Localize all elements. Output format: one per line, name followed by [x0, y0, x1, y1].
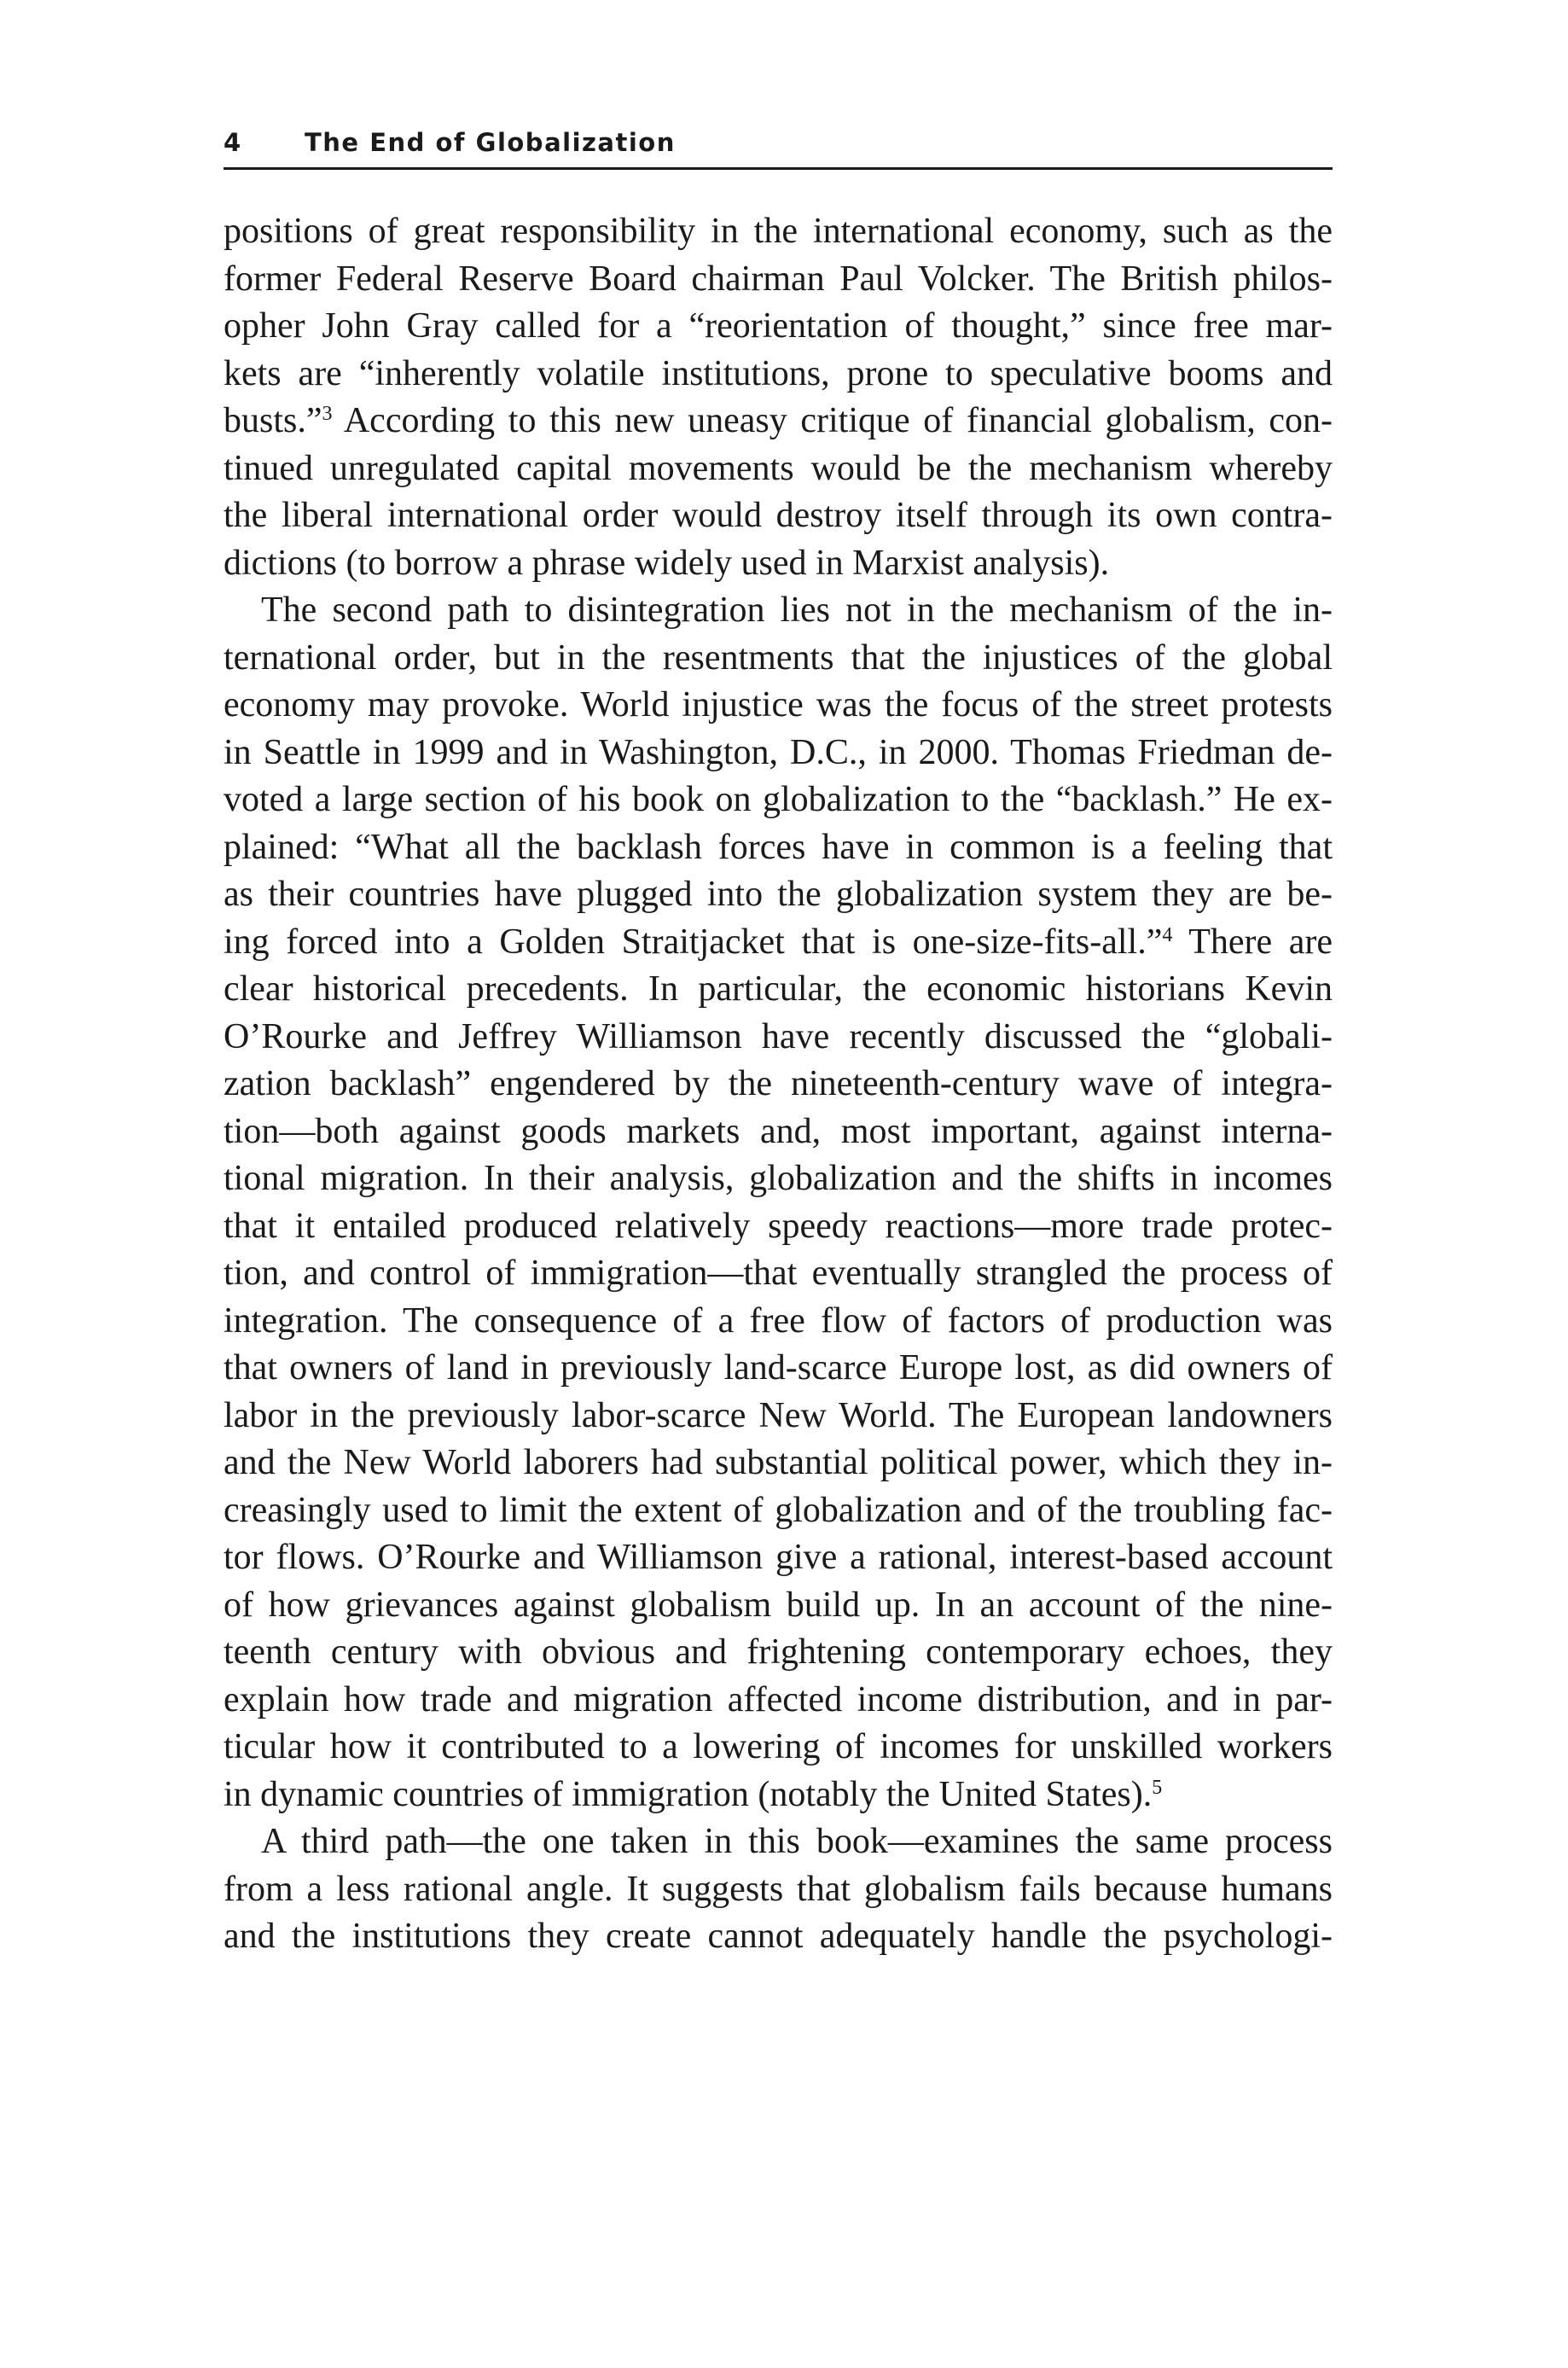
running-header	[224, 128, 1333, 170]
text-line: of how grievances against globalism build up. In an account of the nine-	[224, 1585, 1333, 1625]
text-line	[224, 1772, 1333, 1819]
text-line: A third path—the one taken in this book—examines the same process	[261, 1822, 1333, 1861]
text-segment: There are	[1188, 922, 1333, 962]
text-segment: busts.”	[224, 401, 322, 440]
text-line: opher John Gray called for a “reorientation of thought,” since free mar-	[224, 306, 1333, 346]
text-line: tion, and control of immigration—that eventually strangled the process of	[224, 1254, 1333, 1293]
text-segment: ing forced into a Golden Straitjacket that is one-size-fits-all.”	[224, 922, 1163, 962]
text-line: tion—both against goods markets and, most important, against interna-	[224, 1111, 1333, 1151]
text-line: as their countries have plugged into the globalization system they are be-	[224, 875, 1333, 914]
text-line: voted a large section of his book on globalization to the “backlash.” He ex-	[224, 780, 1333, 819]
text-line	[224, 919, 1333, 967]
text-line: and the institutions they create cannot adequately handle the psychologi-	[224, 1917, 1333, 1956]
text-line: zation backlash” engendered by the nineteenth-century wave of integra-	[224, 1064, 1333, 1103]
footnote-ref-3: 3	[322, 403, 333, 425]
text-line: tional migration. In their analysis, globalization and the shifts in incomes	[224, 1159, 1333, 1198]
text-line: labor in the previously labor-scarce New World. The European landowners	[224, 1395, 1333, 1435]
paragraph-2	[224, 587, 1333, 1818]
text-line: plained: “What all the backlash forces have in common is a feeling that	[224, 827, 1333, 867]
text-segment: in dynamic countries of immigration (notably the United States).	[224, 1774, 1153, 1814]
text-segment: According to this new uneasy critique of financial globalism, con-	[343, 401, 1333, 440]
text-line: kets are “inherently volatile institutions, prone to speculative booms and	[224, 353, 1333, 393]
text-line	[224, 398, 1333, 445]
text-line: O’Rourke and Jeffrey Williamson have recently discussed the “globali-	[224, 1016, 1333, 1056]
text-line: that owners of land in previously land-scarce Europe lost, as did owners of	[224, 1348, 1333, 1388]
footnote-ref-5: 5	[1152, 1776, 1163, 1799]
running-title: The End of Globalization	[305, 128, 676, 157]
book-page	[224, 128, 1333, 1961]
text-line: the liberal international order would destroy itself through its own contra-	[224, 496, 1333, 535]
text-line: ticular how it contributed to a lowering of incomes for unskilled workers	[224, 1727, 1333, 1766]
body-text	[224, 208, 1333, 1961]
text-line: economy may provoke. World injustice was the focus of the street protests	[224, 685, 1333, 724]
text-line: from a less rational angle. It suggests that globalism fails because humans	[224, 1869, 1333, 1909]
text-line: dictions (to borrow a phrase widely used in Marxist analysis).	[224, 543, 1110, 583]
page-number: 4	[224, 128, 242, 157]
text-line: former Federal Reserve Board chairman Paul Volcker. The British philos-	[224, 259, 1333, 299]
text-line: tor flows. O’Rourke and Williamson give a rational, interest-based account	[224, 1538, 1333, 1577]
text-line: integration. The consequence of a free flow of factors of production was	[224, 1300, 1333, 1341]
paragraph-3	[224, 1818, 1333, 1961]
text-line: teenth century with obvious and frightening contemporary echoes, they	[224, 1632, 1333, 1672]
text-line: in Seattle in 1999 and in Washington, D.C., in 2000. Thomas Friedman de-	[224, 732, 1333, 772]
text-line: ternational order, but in the resentments that the injustices of the global	[224, 637, 1333, 678]
text-line: The second path to disintegration lies not in the mechanism of the in-	[261, 591, 1333, 630]
paragraph-1	[224, 208, 1333, 587]
text-line: clear historical precedents. In particular, the economic historians Kevin	[224, 969, 1333, 1009]
text-line: tinued unregulated capital movements would be the mechanism whereby	[224, 448, 1333, 488]
text-line: that it entailed produced relatively speedy reactions—more trade protec-	[224, 1206, 1333, 1246]
footnote-ref-4: 4	[1162, 923, 1173, 946]
text-line: and the New World laborers had substantial political power, which they in-	[224, 1443, 1333, 1482]
text-line: explain how trade and migration affected income distribution, and in par-	[224, 1679, 1333, 1719]
text-line: creasingly used to limit the extent of globalization and of the troubling fac-	[224, 1490, 1333, 1530]
text-line: positions of great responsibility in the international economy, such as the	[224, 212, 1333, 251]
